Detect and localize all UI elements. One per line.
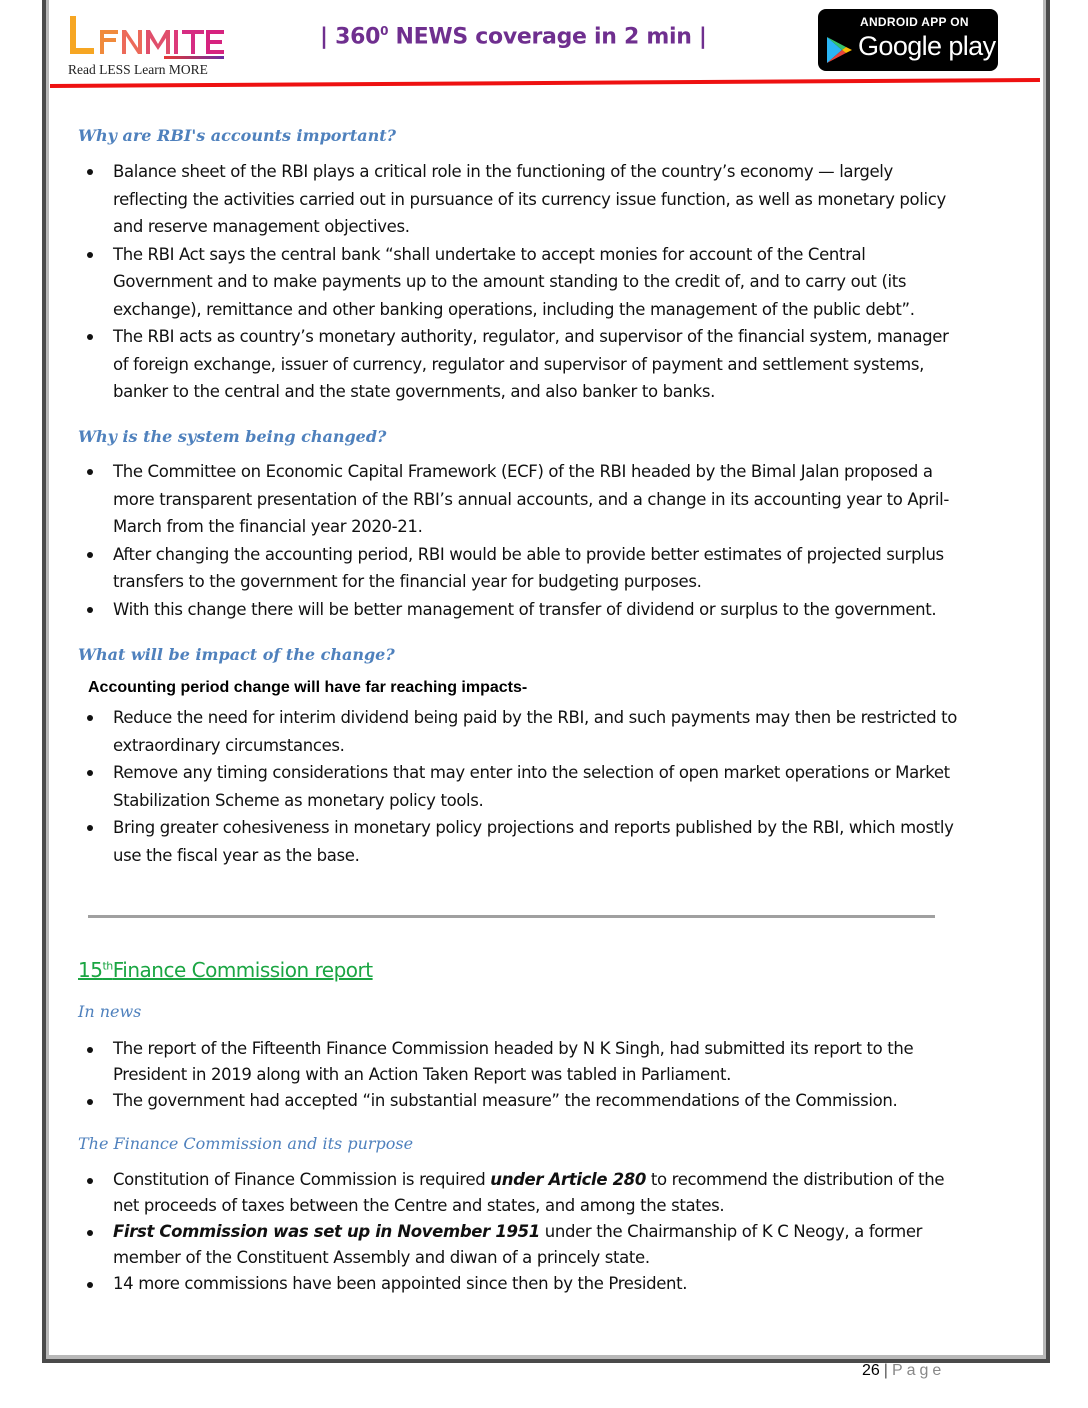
list-item: 14 more commissions have been appointed since then by the President. bbox=[78, 1271, 958, 1297]
list-item: With this change there will be better management of transfer of dividend or surplus to the government. bbox=[78, 596, 958, 624]
bullets-commission-purpose bbox=[78, 1167, 958, 1297]
bullets-in-news bbox=[78, 1036, 958, 1114]
brand-logo bbox=[66, 12, 226, 82]
page-header bbox=[0, 0, 1088, 92]
logo-tagline: Read LESS Learn MORE bbox=[68, 62, 208, 77]
header-title bbox=[320, 24, 707, 49]
heading-in-news: In news bbox=[78, 1002, 142, 1021]
title-prefix: | 360 bbox=[320, 24, 381, 50]
page-number-footer bbox=[862, 1362, 945, 1380]
bullets-why-system-changed bbox=[78, 458, 958, 623]
page-separator: | bbox=[883, 1362, 888, 1379]
list-item bbox=[78, 1219, 958, 1271]
text: Constitution of Finance Commission is required bbox=[113, 1170, 491, 1189]
heading-commission-purpose: The Finance Commission and its purpose bbox=[78, 1134, 414, 1153]
title-number: 15 bbox=[78, 958, 103, 982]
impact-lead-text: Accounting period change will have far reaching impacts- bbox=[88, 679, 528, 696]
text: to recommend the distribution of the net proceeds of taxes between the Centre and states, and among the states. bbox=[113, 1170, 945, 1215]
page-label: Page bbox=[891, 1362, 946, 1379]
text: under the Chairmanship of K C Neogy, a former member of the Constituent Assembly and diwan of a princely state. bbox=[113, 1222, 923, 1267]
heading-why-system-changed: Why is the system being changed? bbox=[78, 427, 387, 446]
list-item: Reduce the need for interim dividend being paid by the RBI, and such payments may then be restricted to extraordinary circumstances. bbox=[78, 704, 958, 759]
heading-impact-of-change: What will be impact of the change? bbox=[78, 645, 395, 664]
heading-why-accounts-important: Why are RBI's accounts important? bbox=[78, 126, 397, 145]
badge-top-text: ANDROID APP ON bbox=[860, 15, 969, 29]
google-play-badge[interactable] bbox=[818, 9, 998, 71]
list-item: The RBI acts as country’s monetary authority, regulator, and supervisor of the financial system, manager of foreign exchange, issuer of currency, regulator and supervisor of payment and settlement systems, banker to the central and the state governments, and also banker to banks. bbox=[78, 323, 958, 406]
bullets-why-accounts-important bbox=[78, 158, 958, 406]
bullets-impact-of-change bbox=[78, 704, 958, 869]
title-ordinal: th bbox=[102, 959, 113, 973]
title-suffix: NEWS coverage in 2 min | bbox=[388, 24, 707, 50]
list-item: The government had accepted “in substantial measure” the recommendations of the Commission. bbox=[78, 1088, 958, 1114]
emphasis-first-commission: First Commission was set up in November 1951 bbox=[113, 1222, 540, 1241]
page-number: 26 bbox=[862, 1362, 880, 1379]
section-title-finance-commission bbox=[78, 958, 373, 982]
list-item: Balance sheet of the RBI plays a critical role in the functioning of the country’s economy — largely reflecting the activities carried out in pursuance of its currency issue function, as well as monetary policy and reserve management objectives. bbox=[78, 158, 958, 241]
emphasis-article-280: under Article 280 bbox=[490, 1170, 646, 1189]
list-item: The Committee on Economic Capital Framework (ECF) of the RBI headed by the Bimal Jalan proposed a more transparent presentation of the RBI’s annual accounts, and a change in its accounting year to April-March from the financial year 2020-21. bbox=[78, 458, 958, 541]
list-item: After changing the accounting period, RBI would be able to provide better estimates of projected surplus transfers to the government for the financial year for budgeting purposes. bbox=[78, 541, 958, 596]
list-item: The report of the Fifteenth Finance Commission headed by N K Singh, had submitted its report to the President in 2019 along with an Action Taken Report was tabled in Parliament. bbox=[78, 1036, 958, 1088]
title-degree: 0 bbox=[380, 24, 389, 38]
section-divider bbox=[88, 915, 935, 918]
list-item: The RBI Act says the central bank “shall undertake to accept monies for account of the Central Government and to make payments up to the amount standing to the credit of, and to carry out (its exchange), remittance and other banking operations, including the management of the public debt”. bbox=[78, 241, 958, 324]
list-item: Bring greater cohesiveness in monetary policy projections and reports published by the RBI, which mostly use the fiscal year as the base. bbox=[78, 814, 958, 869]
badge-bottom-text: Google play bbox=[858, 31, 996, 61]
list-item: Remove any timing considerations that may enter into the selection of open market operations or Market Stabilization Scheme as monetary policy tools. bbox=[78, 759, 958, 814]
title-text: Finance Commission report bbox=[112, 958, 373, 982]
list-item bbox=[78, 1167, 958, 1219]
lfinite-logo-icon bbox=[66, 12, 226, 60]
google-play-icon bbox=[824, 35, 854, 65]
